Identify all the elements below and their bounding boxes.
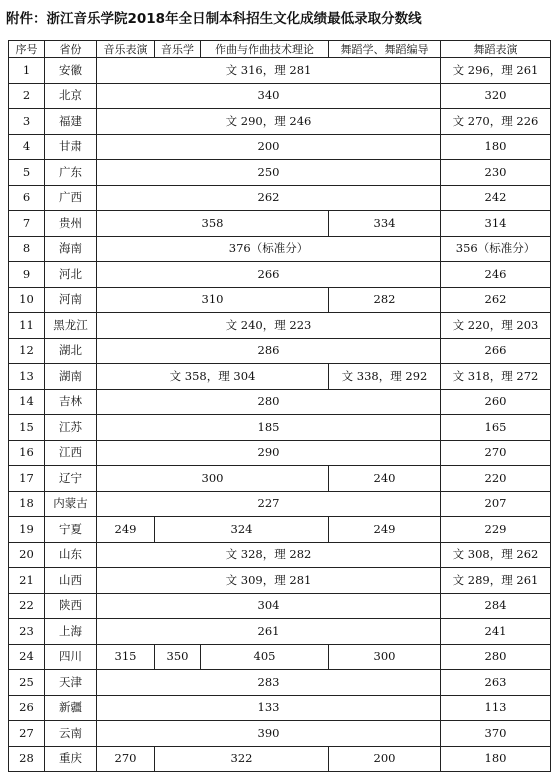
score-cell: 358 xyxy=(97,211,329,237)
table-row xyxy=(9,721,551,747)
province-cell: 河北 xyxy=(45,262,97,288)
row-number-cell: 15 xyxy=(9,415,45,441)
table-row xyxy=(9,619,551,645)
row-number-cell: 10 xyxy=(9,287,45,313)
table-row xyxy=(9,313,551,339)
score-cell: 266 xyxy=(441,338,551,364)
table-row xyxy=(9,236,551,262)
table-row xyxy=(9,338,551,364)
header-cell-dance-studies: 舞蹈学、舞蹈编导 xyxy=(329,41,441,58)
province-cell: 海南 xyxy=(45,236,97,262)
row-number-cell: 14 xyxy=(9,389,45,415)
score-cell: 165 xyxy=(441,415,551,441)
score-cell: 200 xyxy=(329,746,441,772)
row-number-cell: 28 xyxy=(9,746,45,772)
province-cell: 广东 xyxy=(45,160,97,186)
score-cell: 270 xyxy=(441,440,551,466)
score-cell: 283 xyxy=(97,670,441,696)
province-cell: 上海 xyxy=(45,619,97,645)
score-cell: 310 xyxy=(97,287,329,313)
table-row xyxy=(9,83,551,109)
score-cell: 文 220，理 203 xyxy=(441,313,551,339)
table-row xyxy=(9,746,551,772)
score-cell: 227 xyxy=(97,491,441,517)
score-cell: 322 xyxy=(155,746,329,772)
table-row xyxy=(9,466,551,492)
score-cell: 246 xyxy=(441,262,551,288)
score-cell: 300 xyxy=(329,644,441,670)
table-row xyxy=(9,185,551,211)
table-row xyxy=(9,262,551,288)
row-number-cell: 5 xyxy=(9,160,45,186)
province-cell: 吉林 xyxy=(45,389,97,415)
score-cell: 260 xyxy=(441,389,551,415)
score-cell: 文 290，理 246 xyxy=(97,109,441,135)
province-cell: 湖南 xyxy=(45,364,97,390)
score-cell: 文 289，理 261 xyxy=(441,568,551,594)
score-cell: 262 xyxy=(441,287,551,313)
table-row xyxy=(9,440,551,466)
province-cell: 山西 xyxy=(45,568,97,594)
province-cell: 新疆 xyxy=(45,695,97,721)
score-cell: 文 328，理 282 xyxy=(97,542,441,568)
row-number-cell: 20 xyxy=(9,542,45,568)
score-cell: 180 xyxy=(441,134,551,160)
province-cell: 内蒙古 xyxy=(45,491,97,517)
score-cell: 390 xyxy=(97,721,441,747)
score-cell: 284 xyxy=(441,593,551,619)
province-cell: 甘肃 xyxy=(45,134,97,160)
table-header-row xyxy=(9,41,551,58)
score-cell: 270 xyxy=(97,746,155,772)
province-cell: 湖北 xyxy=(45,338,97,364)
row-number-cell: 3 xyxy=(9,109,45,135)
row-number-cell: 26 xyxy=(9,695,45,721)
score-cell: 334 xyxy=(329,211,441,237)
row-number-cell: 1 xyxy=(9,58,45,84)
score-cell: 文 308，理 262 xyxy=(441,542,551,568)
row-number-cell: 12 xyxy=(9,338,45,364)
province-cell: 江苏 xyxy=(45,415,97,441)
admission-score-table xyxy=(8,40,551,772)
score-cell: 250 xyxy=(97,160,441,186)
table-row xyxy=(9,568,551,594)
row-number-cell: 13 xyxy=(9,364,45,390)
score-cell: 261 xyxy=(97,619,441,645)
province-cell: 安徽 xyxy=(45,58,97,84)
table-row xyxy=(9,695,551,721)
header-cell-province: 省份 xyxy=(45,41,97,58)
header-cell-music-performance: 音乐表演 xyxy=(97,41,155,58)
province-cell: 广西 xyxy=(45,185,97,211)
table-row xyxy=(9,491,551,517)
score-cell: 350 xyxy=(155,644,201,670)
province-cell: 辽宁 xyxy=(45,466,97,492)
score-cell: 220 xyxy=(441,466,551,492)
header-cell-dance-performance: 舞蹈表演 xyxy=(441,41,551,58)
province-cell: 重庆 xyxy=(45,746,97,772)
province-cell: 陕西 xyxy=(45,593,97,619)
table-row xyxy=(9,593,551,619)
score-cell: 文 296，理 261 xyxy=(441,58,551,84)
score-cell: 405 xyxy=(201,644,329,670)
table-row xyxy=(9,160,551,186)
province-cell: 黑龙江 xyxy=(45,313,97,339)
table-row xyxy=(9,415,551,441)
score-cell: 207 xyxy=(441,491,551,517)
province-cell: 北京 xyxy=(45,83,97,109)
province-cell: 四川 xyxy=(45,644,97,670)
score-cell: 304 xyxy=(97,593,441,619)
table-row xyxy=(9,517,551,543)
row-number-cell: 11 xyxy=(9,313,45,339)
score-cell: 266 xyxy=(97,262,441,288)
score-cell: 282 xyxy=(329,287,441,313)
table-row xyxy=(9,134,551,160)
header-cell-no: 序号 xyxy=(9,41,45,58)
score-cell: 文 358，理 304 xyxy=(97,364,329,390)
row-number-cell: 17 xyxy=(9,466,45,492)
score-cell: 249 xyxy=(329,517,441,543)
score-cell: 315 xyxy=(97,644,155,670)
row-number-cell: 16 xyxy=(9,440,45,466)
row-number-cell: 2 xyxy=(9,83,45,109)
score-cell: 263 xyxy=(441,670,551,696)
row-number-cell: 21 xyxy=(9,568,45,594)
row-number-cell: 24 xyxy=(9,644,45,670)
score-cell: 185 xyxy=(97,415,441,441)
score-cell: 290 xyxy=(97,440,441,466)
score-cell: 241 xyxy=(441,619,551,645)
province-cell: 江西 xyxy=(45,440,97,466)
province-cell: 贵州 xyxy=(45,211,97,237)
row-number-cell: 25 xyxy=(9,670,45,696)
row-number-cell: 4 xyxy=(9,134,45,160)
score-cell: 133 xyxy=(97,695,441,721)
score-cell: 文 309，理 281 xyxy=(97,568,441,594)
province-cell: 宁夏 xyxy=(45,517,97,543)
score-cell: 376（标准分） xyxy=(97,236,441,262)
row-number-cell: 6 xyxy=(9,185,45,211)
province-cell: 云南 xyxy=(45,721,97,747)
page-title: 附件：浙江音乐学院2018年全日制本科招生文化成绩最低录取分数线 xyxy=(6,11,422,27)
score-cell: 113 xyxy=(441,695,551,721)
row-number-cell: 9 xyxy=(9,262,45,288)
score-cell: 324 xyxy=(155,517,329,543)
score-cell: 文 240，理 223 xyxy=(97,313,441,339)
score-cell: 文 270，理 226 xyxy=(441,109,551,135)
score-cell: 286 xyxy=(97,338,441,364)
score-cell: 230 xyxy=(441,160,551,186)
row-number-cell: 7 xyxy=(9,211,45,237)
score-cell: 320 xyxy=(441,83,551,109)
table-row xyxy=(9,670,551,696)
score-cell: 240 xyxy=(329,466,441,492)
row-number-cell: 23 xyxy=(9,619,45,645)
province-cell: 天津 xyxy=(45,670,97,696)
score-cell: 180 xyxy=(441,746,551,772)
province-cell: 山东 xyxy=(45,542,97,568)
header-cell-composition: 作曲与作曲技术理论 xyxy=(201,41,329,58)
row-number-cell: 27 xyxy=(9,721,45,747)
score-cell: 356（标准分） xyxy=(441,236,551,262)
row-number-cell: 18 xyxy=(9,491,45,517)
row-number-cell: 22 xyxy=(9,593,45,619)
table-row xyxy=(9,389,551,415)
province-cell: 福建 xyxy=(45,109,97,135)
score-cell: 249 xyxy=(97,517,155,543)
score-cell: 370 xyxy=(441,721,551,747)
score-cell: 200 xyxy=(97,134,441,160)
score-cell: 280 xyxy=(441,644,551,670)
score-cell: 314 xyxy=(441,211,551,237)
header-cell-musicology: 音乐学 xyxy=(155,41,201,58)
table-row xyxy=(9,109,551,135)
score-cell: 文 338，理 292 xyxy=(329,364,441,390)
table-row xyxy=(9,364,551,390)
score-cell: 262 xyxy=(97,185,441,211)
score-cell: 340 xyxy=(97,83,441,109)
table-row xyxy=(9,58,551,84)
score-cell: 文 316，理 281 xyxy=(97,58,441,84)
table-row xyxy=(9,211,551,237)
row-number-cell: 19 xyxy=(9,517,45,543)
table-row xyxy=(9,287,551,313)
table-row xyxy=(9,644,551,670)
row-number-cell: 8 xyxy=(9,236,45,262)
score-cell: 300 xyxy=(97,466,329,492)
score-cell: 280 xyxy=(97,389,441,415)
score-cell: 文 318，理 272 xyxy=(441,364,551,390)
table-row xyxy=(9,542,551,568)
province-cell: 河南 xyxy=(45,287,97,313)
score-cell: 242 xyxy=(441,185,551,211)
score-cell: 229 xyxy=(441,517,551,543)
